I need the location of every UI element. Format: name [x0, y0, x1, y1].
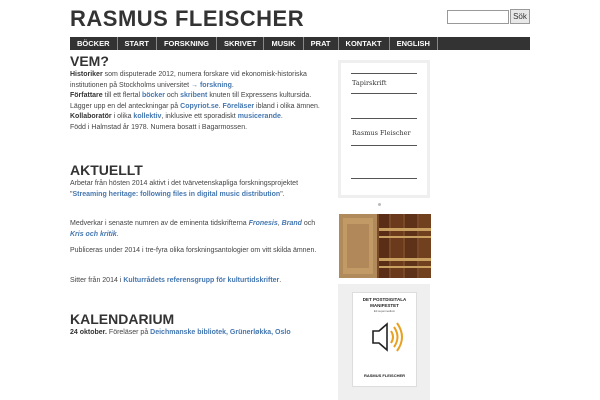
- book-title-line-2: MANIFESTET: [370, 303, 399, 308]
- deichmanske-link[interactable]: Deichmanske bibliotek, Grünerløkka, Oslo: [150, 329, 291, 336]
- kollaborator-label: Kollaboratör: [70, 113, 112, 120]
- fodd-text: Född i Halmstad år 1978. Numera bosatt i Bagarmossen.: [70, 123, 248, 131]
- antique-books-image[interactable]: [339, 214, 431, 278]
- forfattare-text-2: och: [164, 92, 181, 99]
- aktuellt-paragraph-2: [70, 219, 330, 240]
- fronesis-link[interactable]: Fronesis: [248, 220, 278, 227]
- nav-item-prat[interactable]: PRAT: [304, 37, 339, 50]
- aktuellt-p2-sep-1: ,: [277, 220, 282, 227]
- aktuellt-p2-end: .: [116, 230, 119, 238]
- forfattare-label: Författare: [70, 92, 103, 99]
- tapirskrift-title: Tapirskrift: [352, 79, 387, 87]
- tapirskrift-author: Rasmus Fleischer: [352, 129, 411, 137]
- vem-heading: VEM?: [70, 53, 109, 69]
- aktuellt-p2-text: Medverkar i senaste numren av de eminenta tidskrifterna: [70, 220, 249, 227]
- kollaborator-text-1: i olika: [111, 113, 134, 120]
- kalendarium-entry: [70, 328, 332, 339]
- kalendarium-date: 24 oktober.: [70, 329, 107, 336]
- vem-paragraph: Historiker som disputerade 2012, numera forskare vid ekonomisk-historiska institutionen på Stockholms universitet → forskning. Författare till ett flertal böcker och skribent knuten till Expressens kultursida. Lägger upp en del anteckningar på Copyriot.se. Föreläser ibland i olika ämnen. Kollaboratör i olika kollektiv, inklusive ett sporadiskt musicerande. Född i Halmstad år 1978. Numera bosatt i Bagarmossen.: [70, 71, 320, 131]
- card-rule-bottom: [351, 178, 417, 179]
- kris-och-kritik-link[interactable]: Kris och kritik: [70, 230, 117, 238]
- kollaborator-text-2: , inklusive ett sporadiskt: [161, 113, 238, 120]
- nav-item-musik[interactable]: MUSIK: [264, 37, 303, 50]
- forfattare-text-5: ibland i olika ämnen.: [254, 102, 320, 110]
- forskning-link[interactable]: → forskning: [191, 81, 232, 89]
- forfattare-text-1: till ett flertal: [102, 92, 142, 99]
- nav-item-english[interactable]: ENGLISH: [390, 37, 438, 50]
- card-rule-mid-3: [351, 145, 417, 146]
- kalendarium-heading: KALENDARIUM: [70, 311, 175, 327]
- aktuellt-paragraph-1: [70, 179, 330, 200]
- book-cover-art: [353, 293, 416, 386]
- forelaser-link[interactable]: Föreläser: [222, 102, 255, 110]
- streaming-heritage-link[interactable]: Streaming heritage: following files in digital music distribution: [72, 190, 281, 198]
- tapirskrift-card-inner: [341, 63, 427, 195]
- bocker-link[interactable]: böcker: [141, 92, 165, 99]
- forfattare-text-3: knuten till Expressens kultursida. Lägger upp en del anteckningar på: [70, 92, 312, 110]
- kollaborator-text-3: .: [280, 113, 283, 120]
- nav-item-kontakt[interactable]: KONTAKT: [339, 37, 390, 50]
- aktuellt-p1-end: ".: [280, 190, 285, 198]
- postdigitala-manifestet-cover[interactable]: [352, 292, 417, 387]
- forfattare-text-4: .: [218, 102, 223, 110]
- aktuellt-p4-end: .: [279, 277, 282, 284]
- nav-item-skrivet[interactable]: SKRIVET: [217, 37, 265, 50]
- carousel-dot[interactable]: [378, 203, 381, 206]
- aktuellt-paragraph-4: [70, 276, 330, 287]
- musicerande-link[interactable]: musicerande: [237, 113, 281, 120]
- kulturradet-link[interactable]: Kulturrådets referensgrupp för kulturtidskrifter: [123, 277, 280, 284]
- search-button[interactable]: Sök: [510, 9, 530, 24]
- site-title[interactable]: RASMUS FLEISCHER: [70, 6, 305, 31]
- card-rule-top: [351, 73, 417, 74]
- kalendarium-text: Föreläser på: [106, 329, 151, 336]
- nav-item-start[interactable]: START: [118, 37, 157, 50]
- brand-link[interactable]: Brand: [281, 220, 302, 227]
- book-author: RASMUS FLEISCHER: [363, 373, 406, 378]
- search-input[interactable]: [447, 10, 509, 24]
- card-rule-mid-2: [351, 118, 417, 119]
- card-rule-mid-1: [351, 93, 417, 94]
- book-title-line-1: DET POSTDIGITALA: [362, 297, 407, 302]
- aktuellt-p1-text: Arbetar från hösten 2014 aktivt i det tvärvetenskapliga forskningsprojektet ": [70, 180, 299, 198]
- aktuellt-p4-text: Sitter från 2014 i: [70, 277, 124, 284]
- book-subtitle: Ett supermedium: [373, 309, 396, 313]
- tapirskrift-card[interactable]: [338, 60, 430, 198]
- skribent-link[interactable]: skribent: [180, 92, 208, 99]
- aktuellt-heading: AKTUELLT: [70, 162, 143, 178]
- main-nav: [70, 37, 530, 50]
- kollektiv-link[interactable]: kollektiv: [133, 113, 162, 120]
- copyriot-link[interactable]: Copyriot.se: [180, 102, 219, 110]
- nav-item-forskning[interactable]: FORSKNING: [157, 37, 217, 50]
- aktuellt-p2-sep-2: och: [301, 220, 316, 227]
- historiker-label: Historiker: [70, 71, 103, 78]
- aktuellt-paragraph-3: Publiceras under 2014 i tre-fyra olika forskningsantologier om vitt skilda ämnen.: [70, 247, 317, 254]
- nav-item-bocker[interactable]: BÖCKER: [70, 37, 118, 50]
- historiker-text: som disputerade 2012, numera forskare vid ekonomisk-historiska institutionen på Stockholms universitet: [70, 71, 307, 89]
- antique-books-illustration: [339, 214, 431, 278]
